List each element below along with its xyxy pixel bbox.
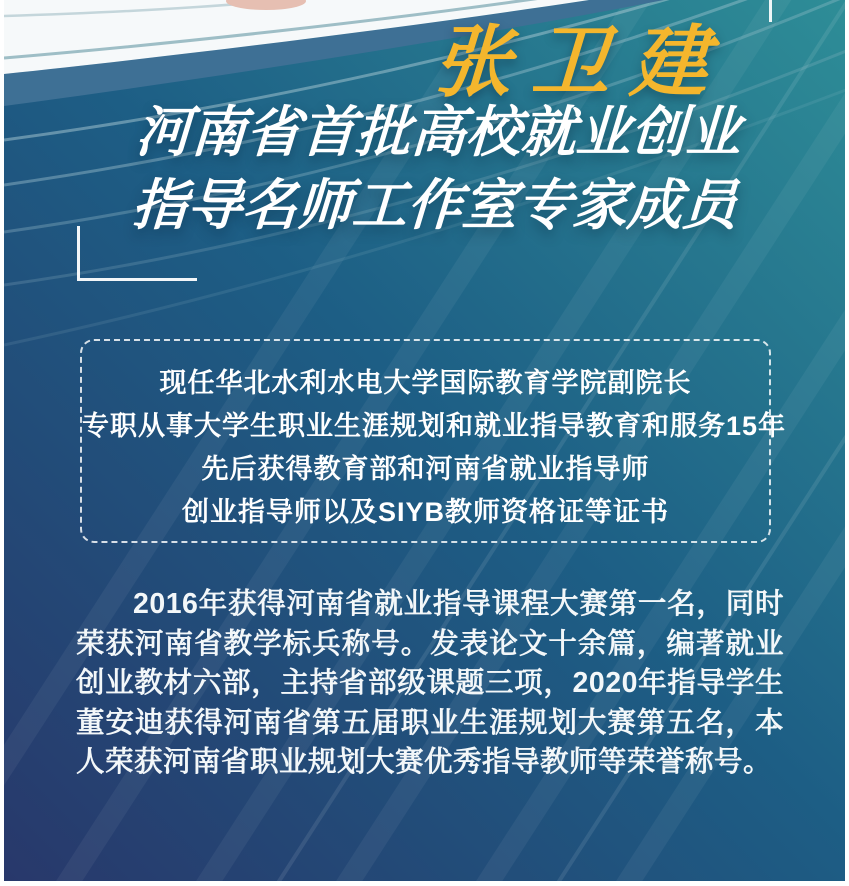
poster-canvas	[4, 0, 845, 881]
bio-paragraph: 2016年获得河南省就业指导课程大赛第一名，同时荣获河南省教学标兵称号。发表论文十余篇，编著就业创业教材六部，主持省部级课题三项，2020年指导学生董安迪获得河南省第五届职业生涯规划大赛第五名，本人荣获河南省职业规划大赛优秀指导教师等荣誉称号。	[76, 588, 784, 778]
top-right-tick-decoration	[769, 0, 772, 22]
person-name: 张卫建	[431, 18, 731, 106]
credentials-line: 创业指导师以及SIYB教师资格证等证书	[181, 497, 670, 527]
credentials-line: 专职从事大学生职业生涯规划和就业指导教育和服务15年	[82, 411, 787, 441]
poster-title	[24, 96, 845, 242]
poster-title-line1: 河南省首批高校就业创业	[134, 101, 743, 163]
credentials-box	[80, 339, 787, 543]
poster-title-line2: 指导名师工作室专家成员	[130, 174, 739, 236]
credentials-line: 先后获得教育部和河南省就业指导师	[201, 454, 650, 484]
credentials-line: 现任华北水利水电大学国际教育学院副院长	[159, 368, 692, 398]
corner-bracket-decoration	[77, 226, 197, 281]
